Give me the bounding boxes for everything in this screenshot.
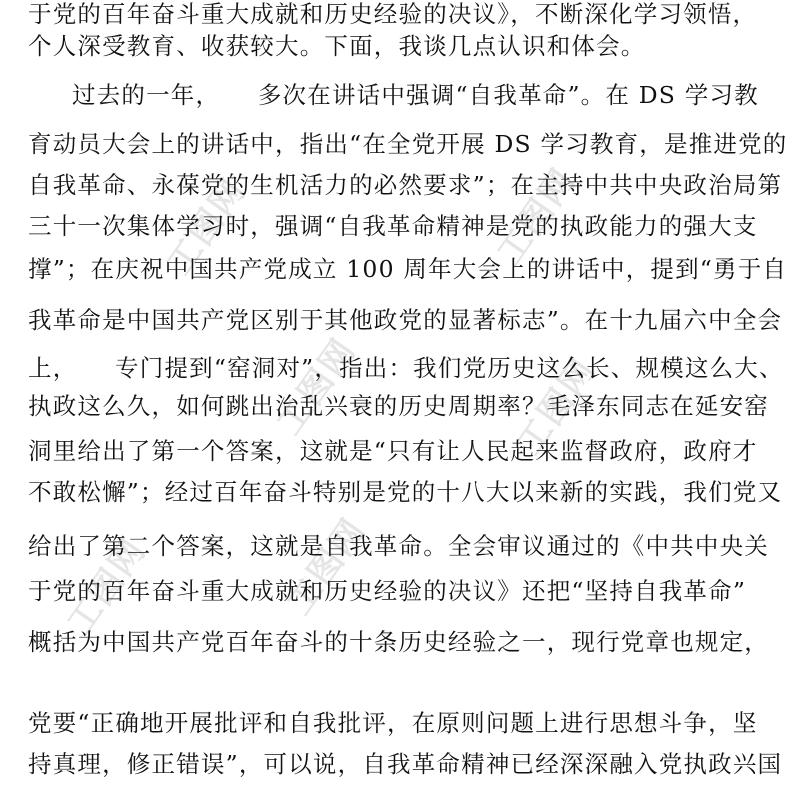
text-line: 于党的百年奋斗重大成就和历史经验的决议》，不断深化学习领悟， — [28, 0, 758, 28]
text-line: 执政这么久，如何跳出治乱兴衰的历史周期率？毛泽东同志在延安窑 — [28, 392, 769, 420]
text-line: 党要“正确地开展批评和自我批评，在原则问题上进行思想斗争，坚 — [28, 709, 758, 737]
text-line: 给出了第二个答案，这就是自我革命。全会审议通过的《中共中央关 — [28, 532, 769, 560]
watermark: 工图网 — [159, 170, 255, 283]
text-line: 过去的一年， 多次在讲话中强调“自我革命”。在 DS 学习教 — [72, 81, 759, 109]
text-line: 概括为中国共产党百年奋斗的十条历史经验之一，现行党章也规定， — [28, 628, 769, 656]
watermark: 工图网 — [489, 160, 585, 273]
text-line: 上， 专门提到“窑洞对”，指出：我们党历史这么长、规模这么大、 — [28, 354, 784, 382]
watermark: 工图网 — [269, 330, 365, 443]
text-line: 不敢松懈”；经过百年奋斗特别是党的十八大以来新的实践，我们党又 — [28, 478, 783, 506]
watermark: 工图网 — [509, 350, 605, 463]
text-line: 于党的百年奋斗重大成就和历史经验的决议》还把“坚持自我革命” — [28, 577, 747, 605]
text-line: 个人深受教育、收获较大。下面，我谈几点认识和体会。 — [28, 32, 646, 60]
watermark: 工图网 — [59, 530, 155, 643]
text-line: 三十一次集体学习时，强调“自我革命精神是党的执政能力的强大支 — [28, 212, 758, 240]
text-line: 洞里给出了第一个答案，这就是“只有让人民起来监督政府，政府才 — [28, 437, 758, 465]
watermark: 工图网 — [279, 510, 375, 623]
text-line: 持真理，修正错误”，可以说，自我革命精神已经深深融入党执政兴国 — [28, 750, 783, 778]
text-line: 育动员大会上的讲话中，指出“在全党开展 DS 学习教育，是推进党的 — [28, 130, 788, 158]
text-line: 自我革命、永葆党的生机活力的必然要求”；在主持中共中央政治局第 — [28, 171, 783, 199]
text-line: 我革命是中国共产党区别于其他政党的显著标志”。在十九届六中全会 — [28, 306, 783, 334]
text-line: 撑”；在庆祝中国共产党成立 100 周年大会上的讲话中，提到“勇于自 — [28, 255, 788, 283]
